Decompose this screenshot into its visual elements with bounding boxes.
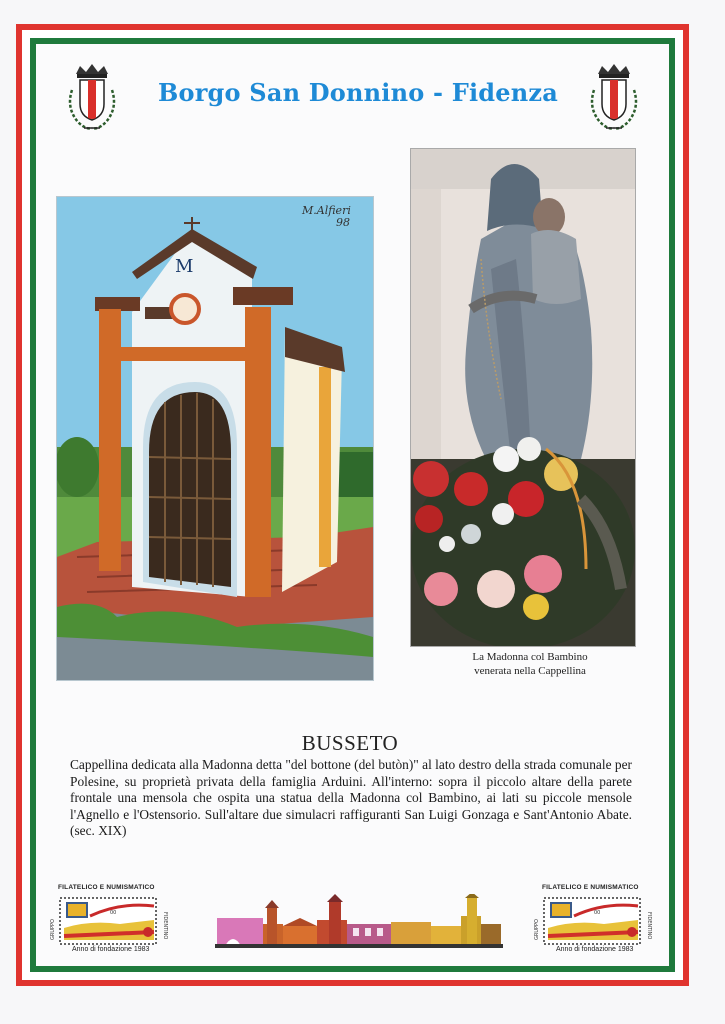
coat-of-arms-icon	[62, 60, 122, 138]
photo-caption	[420, 650, 640, 678]
logo-bottom-text: Anno di fondazione 1983	[556, 946, 634, 953]
logo-top-text: FILATELICO E NUMISMATICO	[542, 884, 639, 891]
madonna-statue-photo	[411, 149, 635, 646]
svg-text:FIDENTINO: FIDENTINO	[646, 912, 652, 940]
svg-text:GRUPPO: GRUPPO	[50, 919, 56, 940]
caption-line-1: La Madonna col Bambino	[472, 651, 588, 663]
svg-text:GRUPPO: GRUPPO	[534, 919, 540, 940]
svg-text:00: 00	[594, 910, 601, 916]
philatelic-club-logo	[50, 884, 180, 956]
philatelic-club-logo	[534, 884, 664, 956]
logo-top-text: FILATELICO E NUMISMATICO	[58, 884, 155, 891]
page-title: Borgo San Donnino - Fidenza	[158, 78, 558, 107]
caption-line-2: venerata nella Cappellina	[474, 665, 586, 677]
section-heading: BUSSETO	[301, 731, 399, 755]
description-paragraph: Cappellina dedicata alla Madonna detta "del bottone (del butòn)" al lato destro della strada comunale per Polesine, su proprietà privata della famiglia Arduini. All'interno: sopra il piccolo altare della parete frontale una mensola che ospita una statua della Madonna col Bambino, ai lati su piccole mensole l'Agnello e l'Ostensorio. Sull'altare due simulacri raffiguranti San Luigi Gonzaga e Sant'Antonio Abate. (sec. XIX)	[70, 757, 632, 838]
painting-signature	[302, 205, 351, 229]
logo-bottom-text: Anno di fondazione 1983	[72, 946, 150, 953]
svg-text:FIDENTINO: FIDENTINO	[162, 912, 168, 940]
stamp-icon	[534, 892, 664, 948]
stamp-icon	[50, 892, 180, 948]
signature-name: M.Alfieri	[302, 204, 351, 217]
svg-text:00: 00	[110, 910, 117, 916]
svg-text:M: M	[175, 256, 194, 277]
signature-year: 98	[336, 216, 350, 229]
fidenza-skyline-illustration	[215, 894, 503, 950]
coat-of-arms-icon	[584, 60, 644, 138]
chapel-painting	[57, 197, 373, 680]
